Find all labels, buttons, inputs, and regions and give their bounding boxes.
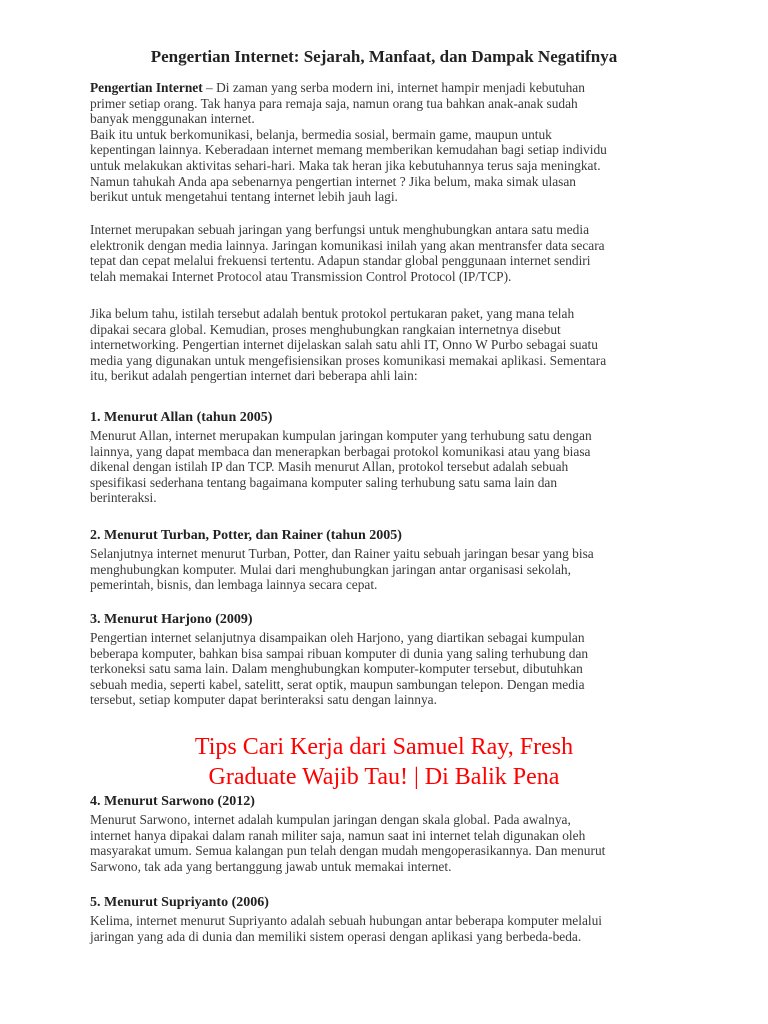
section-line: internet hanya dipakai dalam ranah militer saja, namun saat ini internet telah digunakan oleh — [90, 827, 586, 843]
lead-term: Pengertian Internet — [90, 80, 203, 95]
intro-line: banyak menggunakan internet. — [90, 111, 255, 127]
paragraph-internet-definition — [90, 222, 690, 284]
paragraph-line: media yang digunakan untuk mengefisiensikan proses komunikasi memakai aplikasi. Sementara — [90, 352, 607, 368]
section-line: berinteraksi. — [90, 490, 157, 506]
section-line: spesifikasi sederhana tentang bagaimana komputer saling terhubung satu sama lain dan — [90, 474, 558, 490]
section-line: beberapa komputer, bahkan bisa sampai ribuan komputer di dunia yang saling terhubung dan — [90, 645, 589, 661]
intro-line: primer setiap orang. Tak hanya para remaja saja, namun orang tua bahkan anak-anak sudah — [90, 95, 578, 111]
section-line: menghubungkan komputer. Mulai dari menghubungkan jaringan antar organisasi sekolah, — [90, 561, 571, 577]
section-line: lainnya, yang dapat membaca dan menerapkan berbagai protokol komunikasi atau yang biasa — [90, 443, 591, 459]
intro-line: kepentingan lainnya. Keberadaan internet memang memberikan kemudahan bagi setiap individu — [90, 142, 607, 158]
intro-line: Namun tahukah Anda apa sebenarnya pengertian internet ? Jika belum, maka simak ulasan — [90, 173, 576, 189]
section-line: jaringan yang ada di dunia dan memiliki sistem operasi dengan aplikasi yang berbeda-beda. — [90, 928, 582, 944]
paragraph-line: Internet merupakan sebuah jaringan yang berfungsi untuk menghubungkan antara satu media — [90, 222, 590, 237]
section-line: Menurut Allan, internet merupakan kumpulan jaringan komputer yang terhubung satu dengan — [90, 428, 592, 443]
intro-line: Baik itu untuk berkomunikasi, belanja, bermedia sosial, bermain game, maupun untuk — [90, 126, 552, 142]
document-title: Pengertian Internet: Sejarah, Manfaat, dan Dampak Negatifnya — [150, 47, 618, 66]
section-line: Pengertian internet selanjutnya disampaikan oleh Harjono, yang diartikan sebagai kumpulan — [90, 630, 585, 645]
paragraph-protocol — [90, 306, 690, 384]
section-line: Selanjutnya internet menurut Turban, Potter, dan Rainer yaitu sebuah jaringan besar yang bisa — [90, 546, 594, 561]
section-heading-allan: 1. Menurut Allan (tahun 2005) — [90, 410, 273, 425]
paragraph-line: tepat dan cepat melalui frekuensi tertentu. Adapun standar global penggunaan internet sendiri — [90, 253, 591, 269]
section-body-allan — [90, 428, 690, 506]
promo-link[interactable] — [0, 733, 768, 792]
section-line: Menurut Sarwono, internet adalah kumpulan jaringan dengan skala global. Pada awalnya, — [90, 812, 571, 827]
section-line: tersebut, setiap komputer dapat berinteraksi satu dengan lainnya. — [90, 692, 437, 708]
paragraph-line: internetworking. Pengertian internet dijelaskan salah satu ahli IT, Onno W Purbo sebagai suatu — [90, 337, 598, 353]
section-heading-turban: 2. Menurut Turban, Potter, dan Rainer (tahun 2005) — [90, 528, 402, 543]
intro-line: berikut untuk mengetahui tentang internet lebih jauh lagi. — [90, 189, 398, 205]
paragraph-line: telah memakai Internet Protocol atau Transmission Control Protocol (IP/TCP). — [90, 268, 512, 284]
section-line: terkoneksi satu sama lain. Dalam menghubungkan komputer-komputer tersebut, dibutuhkan — [90, 661, 583, 677]
intro-line: untuk melakukan aktivitas sehari-hari. Maka tak heran jika kebutuhannya terus saja meningkat. — [90, 157, 601, 173]
promo-line[interactable]: Tips Cari Kerja dari Samuel Ray, Fresh — [194, 734, 574, 760]
section-body-sarwono — [90, 812, 690, 874]
section-line: Sarwono, tak ada yang bertanggung jawab untuk memakai internet. — [90, 858, 452, 874]
paragraph-line: elektronik dengan media lainnya. Jaringan komunikasi inilah yang akan mentransfer data secara — [90, 237, 605, 253]
promo-line[interactable]: Graduate Wajib Tau! | Di Balik Pena — [208, 763, 560, 790]
section-line: sebuah media, seperti kabel, satelitt, serat optik, maupun sambungan telepon. Dengan media — [90, 676, 585, 692]
section-heading-supriyanto: 5. Menurut Supriyanto (2006) — [90, 895, 269, 910]
section-line: Kelima, internet menurut Supriyanto adalah sebuah hubungan antar beberapa komputer melalui — [90, 913, 603, 928]
section-heading-harjono: 3. Menurut Harjono (2009) — [90, 612, 253, 627]
paragraph-line: dipakai secara global. Kemudian, proses menghubungkan rangkaian internetnya disebut — [90, 321, 561, 337]
section-body-supriyanto — [90, 913, 690, 944]
section-body-harjono — [90, 630, 690, 708]
section-body-turban — [90, 546, 690, 593]
promo-link-anchor[interactable] — [0, 733, 768, 792]
paragraph-line: Jika belum tahu, istilah tersebut adalah bentuk protokol pertukaran paket, yang mana telah — [90, 306, 575, 321]
section-line: masyarakat umum. Semua kalangan pun telah dengan mudah mengoperasikannya. Dan menurut — [90, 843, 606, 859]
section-heading-sarwono: 4. Menurut Sarwono (2012) — [90, 794, 255, 809]
intro-line: Pengertian Internet – Di zaman yang serba modern ini, internet hampir menjadi kebutuhan — [90, 80, 585, 95]
section-line: pemerintah, bisnis, dan lembaga lainnya secara cepat. — [90, 577, 378, 593]
paragraph-line: itu, berikut adalah pengertian internet dari beberapa ahli lain: — [90, 368, 418, 384]
intro-paragraph — [90, 80, 690, 205]
section-line: dikenal dengan istilah IP dan TCP. Masih menurut Allan, protokol tersebut adalah sebuah — [90, 459, 569, 475]
